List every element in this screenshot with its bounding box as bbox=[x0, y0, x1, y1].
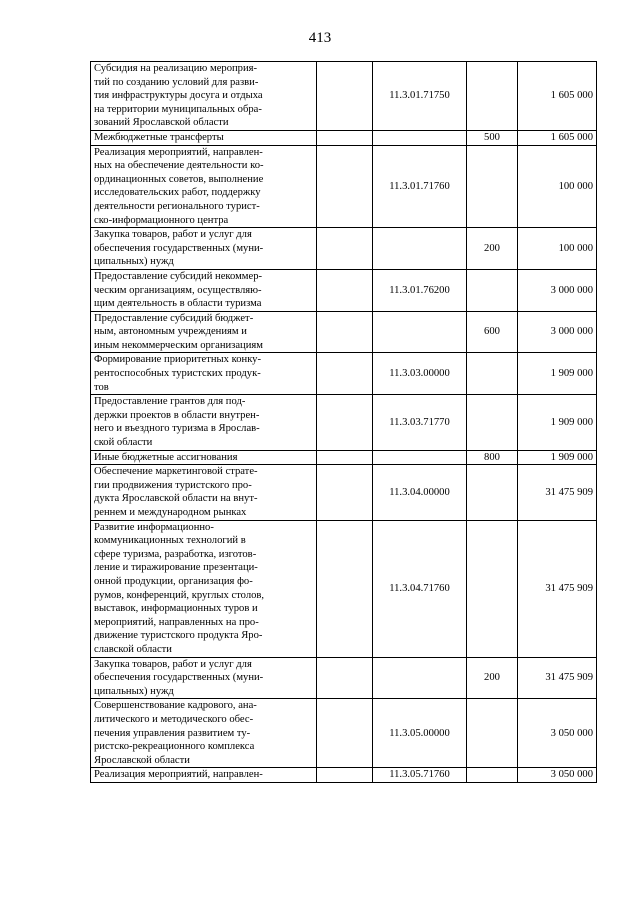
amount-value: 3 000 000 bbox=[518, 311, 597, 353]
description-line: выставок, информационных туров и bbox=[94, 603, 258, 615]
description-line: Обеспечение маркетинговой страте- bbox=[94, 466, 258, 478]
description-line: него и въездного туризма в Ярослав- bbox=[94, 423, 260, 435]
description-line: рентоспособных туристских продук- bbox=[94, 368, 261, 380]
description-line: иным некоммерческим организациям bbox=[94, 339, 263, 351]
description-line: деятельности регионального турист- bbox=[94, 200, 260, 212]
target-article-code: 11.3.01.71760 bbox=[373, 145, 467, 228]
empty-column-cell bbox=[317, 145, 373, 228]
description-line: зований Ярославской области bbox=[94, 117, 229, 129]
description-line: Совершенствование кадрового, ана- bbox=[94, 700, 257, 712]
expense-type-code bbox=[467, 520, 518, 657]
amount-value: 3 000 000 bbox=[518, 269, 597, 311]
expense-type-code bbox=[467, 395, 518, 450]
row-description bbox=[91, 228, 317, 270]
amount-value: 1 605 000 bbox=[518, 130, 597, 145]
table-row bbox=[91, 130, 597, 145]
description-line: Формирование приоритетных конку- bbox=[94, 354, 262, 366]
amount-value: 1 605 000 bbox=[518, 62, 597, 131]
description-line: ципальных) нужд bbox=[94, 256, 174, 268]
description-line: Предоставление субсидий бюджет- bbox=[94, 312, 254, 324]
amount-value: 3 050 000 bbox=[518, 699, 597, 768]
description-line: обеспечения государственных (муни- bbox=[94, 672, 264, 684]
table-row bbox=[91, 699, 597, 768]
description-line: Межбюджетные трансферты bbox=[94, 131, 224, 143]
target-article-code bbox=[373, 130, 467, 145]
empty-column-cell bbox=[317, 465, 373, 520]
empty-column-cell bbox=[317, 311, 373, 353]
description-line: тов bbox=[94, 381, 109, 393]
table-row bbox=[91, 311, 597, 353]
empty-column-cell bbox=[317, 520, 373, 657]
row-description bbox=[91, 768, 317, 783]
expense-type-code bbox=[467, 269, 518, 311]
table-row bbox=[91, 228, 597, 270]
description-line: обеспечения государственных (муни- bbox=[94, 242, 264, 254]
description-line: литического и методического обес- bbox=[94, 713, 254, 725]
row-description bbox=[91, 130, 317, 145]
description-line: Закупка товаров, работ и услуг для bbox=[94, 229, 252, 241]
empty-column-cell bbox=[317, 699, 373, 768]
description-line: щим деятельность в области туризма bbox=[94, 298, 262, 310]
row-description bbox=[91, 311, 317, 353]
description-line: исследовательских работ, поддержку bbox=[94, 187, 261, 199]
expense-type-code bbox=[467, 145, 518, 228]
amount-value: 3 050 000 bbox=[518, 768, 597, 783]
expense-type-code: 200 bbox=[467, 228, 518, 270]
description-line: коммуникационных технологий в bbox=[94, 535, 246, 547]
table-row bbox=[91, 450, 597, 465]
empty-column-cell bbox=[317, 395, 373, 450]
amount-value: 31 475 909 bbox=[518, 657, 597, 699]
target-article-code bbox=[373, 228, 467, 270]
description-line: Закупка товаров, работ и услуг для bbox=[94, 658, 252, 670]
budget-table bbox=[90, 61, 597, 783]
description-line: Развитие информационно- bbox=[94, 521, 214, 533]
description-line: Реализация мероприятий, направлен- bbox=[94, 769, 263, 781]
target-article-code bbox=[373, 311, 467, 353]
table-row bbox=[91, 353, 597, 395]
description-line: ципальных) нужд bbox=[94, 685, 174, 697]
row-description bbox=[91, 145, 317, 228]
description-line: гии продвижения туристского про- bbox=[94, 479, 252, 491]
description-line: сфере туризма, разработка, изготов- bbox=[94, 548, 257, 560]
description-line: ской области bbox=[94, 437, 153, 449]
target-article-code: 11.3.05.00000 bbox=[373, 699, 467, 768]
empty-column-cell bbox=[317, 353, 373, 395]
table-row bbox=[91, 62, 597, 131]
row-description bbox=[91, 520, 317, 657]
description-line: держки проектов в области внутрен- bbox=[94, 409, 260, 421]
empty-column-cell bbox=[317, 657, 373, 699]
amount-value: 31 475 909 bbox=[518, 465, 597, 520]
row-description bbox=[91, 465, 317, 520]
empty-column-cell bbox=[317, 450, 373, 465]
description-line: Предоставление субсидий некоммер- bbox=[94, 270, 263, 282]
description-line: Предоставление грантов для под- bbox=[94, 396, 246, 408]
target-article-code: 11.3.01.71750 bbox=[373, 62, 467, 131]
target-article-code: 11.3.04.00000 bbox=[373, 465, 467, 520]
amount-value: 1 909 000 bbox=[518, 395, 597, 450]
page-number: 413 bbox=[308, 30, 332, 46]
target-article-code bbox=[373, 450, 467, 465]
amount-value: 100 000 bbox=[518, 228, 597, 270]
description-line: ных на обеспечение деятельности ко- bbox=[94, 160, 264, 172]
expense-type-code: 800 bbox=[467, 450, 518, 465]
expense-type-code: 200 bbox=[467, 657, 518, 699]
table-row bbox=[91, 768, 597, 783]
expense-type-code: 500 bbox=[467, 130, 518, 145]
table-row bbox=[91, 520, 597, 657]
target-article-code: 11.3.04.71760 bbox=[373, 520, 467, 657]
row-description bbox=[91, 269, 317, 311]
row-description bbox=[91, 395, 317, 450]
table-row bbox=[91, 657, 597, 699]
description-line: онной продукции, организация фо- bbox=[94, 575, 253, 587]
row-description bbox=[91, 353, 317, 395]
empty-column-cell bbox=[317, 62, 373, 131]
description-line: тия инфраструктуры досуга и отдыха bbox=[94, 90, 263, 102]
description-line: Реализация мероприятий, направлен- bbox=[94, 146, 263, 158]
table-row bbox=[91, 269, 597, 311]
description-line: Иные бюджетные ассигнования bbox=[94, 451, 238, 463]
empty-column-cell bbox=[317, 269, 373, 311]
description-line: реннем и международном рынках bbox=[94, 507, 247, 518]
expense-type-code bbox=[467, 465, 518, 520]
description-line: тий по созданию условий для разви- bbox=[94, 76, 259, 88]
target-article-code: 11.3.05.71760 bbox=[373, 768, 467, 783]
target-article-code bbox=[373, 657, 467, 699]
budget-table-body bbox=[91, 62, 597, 783]
description-line: на территории муниципальных обра- bbox=[94, 103, 262, 115]
table-row bbox=[91, 395, 597, 450]
empty-column-cell bbox=[317, 130, 373, 145]
table-row bbox=[91, 465, 597, 520]
description-line: движение туристского продукта Яро- bbox=[94, 630, 263, 642]
empty-column-cell bbox=[317, 228, 373, 270]
description-line: Ярославской области bbox=[94, 754, 190, 766]
table-row bbox=[91, 145, 597, 228]
description-line: ческим организациям, осуществляю- bbox=[94, 284, 262, 296]
expense-type-code bbox=[467, 353, 518, 395]
row-description bbox=[91, 450, 317, 465]
row-description bbox=[91, 699, 317, 768]
description-line: печения управления развитием ту- bbox=[94, 727, 251, 739]
description-line: славской области bbox=[94, 643, 172, 655]
target-article-code: 11.3.03.00000 bbox=[373, 353, 467, 395]
description-line: ление и тиражирование презентаци- bbox=[94, 562, 258, 574]
expense-type-code: 600 bbox=[467, 311, 518, 353]
target-article-code: 11.3.03.71770 bbox=[373, 395, 467, 450]
description-line: ординационных советов, выполнение bbox=[94, 173, 264, 185]
amount-value: 100 000 bbox=[518, 145, 597, 228]
expense-type-code bbox=[467, 768, 518, 783]
description-line: ско-информационного центра bbox=[94, 214, 229, 226]
row-description bbox=[91, 62, 317, 131]
empty-column-cell bbox=[317, 768, 373, 783]
row-description bbox=[91, 657, 317, 699]
description-line: дукта Ярославской области на внут- bbox=[94, 493, 258, 505]
amount-value: 1 909 000 bbox=[518, 450, 597, 465]
amount-value: 31 475 909 bbox=[518, 520, 597, 657]
expense-type-code bbox=[467, 699, 518, 768]
amount-value: 1 909 000 bbox=[518, 353, 597, 395]
description-line: ристско-рекреационного комплекса bbox=[94, 741, 255, 753]
target-article-code: 11.3.01.76200 bbox=[373, 269, 467, 311]
description-line: румов, конференций, круглых столов, bbox=[94, 589, 265, 601]
description-line: мероприятий, направленных на про- bbox=[94, 616, 259, 628]
expense-type-code bbox=[467, 62, 518, 131]
description-line: Субсидия на реализацию мероприя- bbox=[94, 63, 258, 74]
description-line: ным, автономным учреждениям и bbox=[94, 326, 247, 338]
